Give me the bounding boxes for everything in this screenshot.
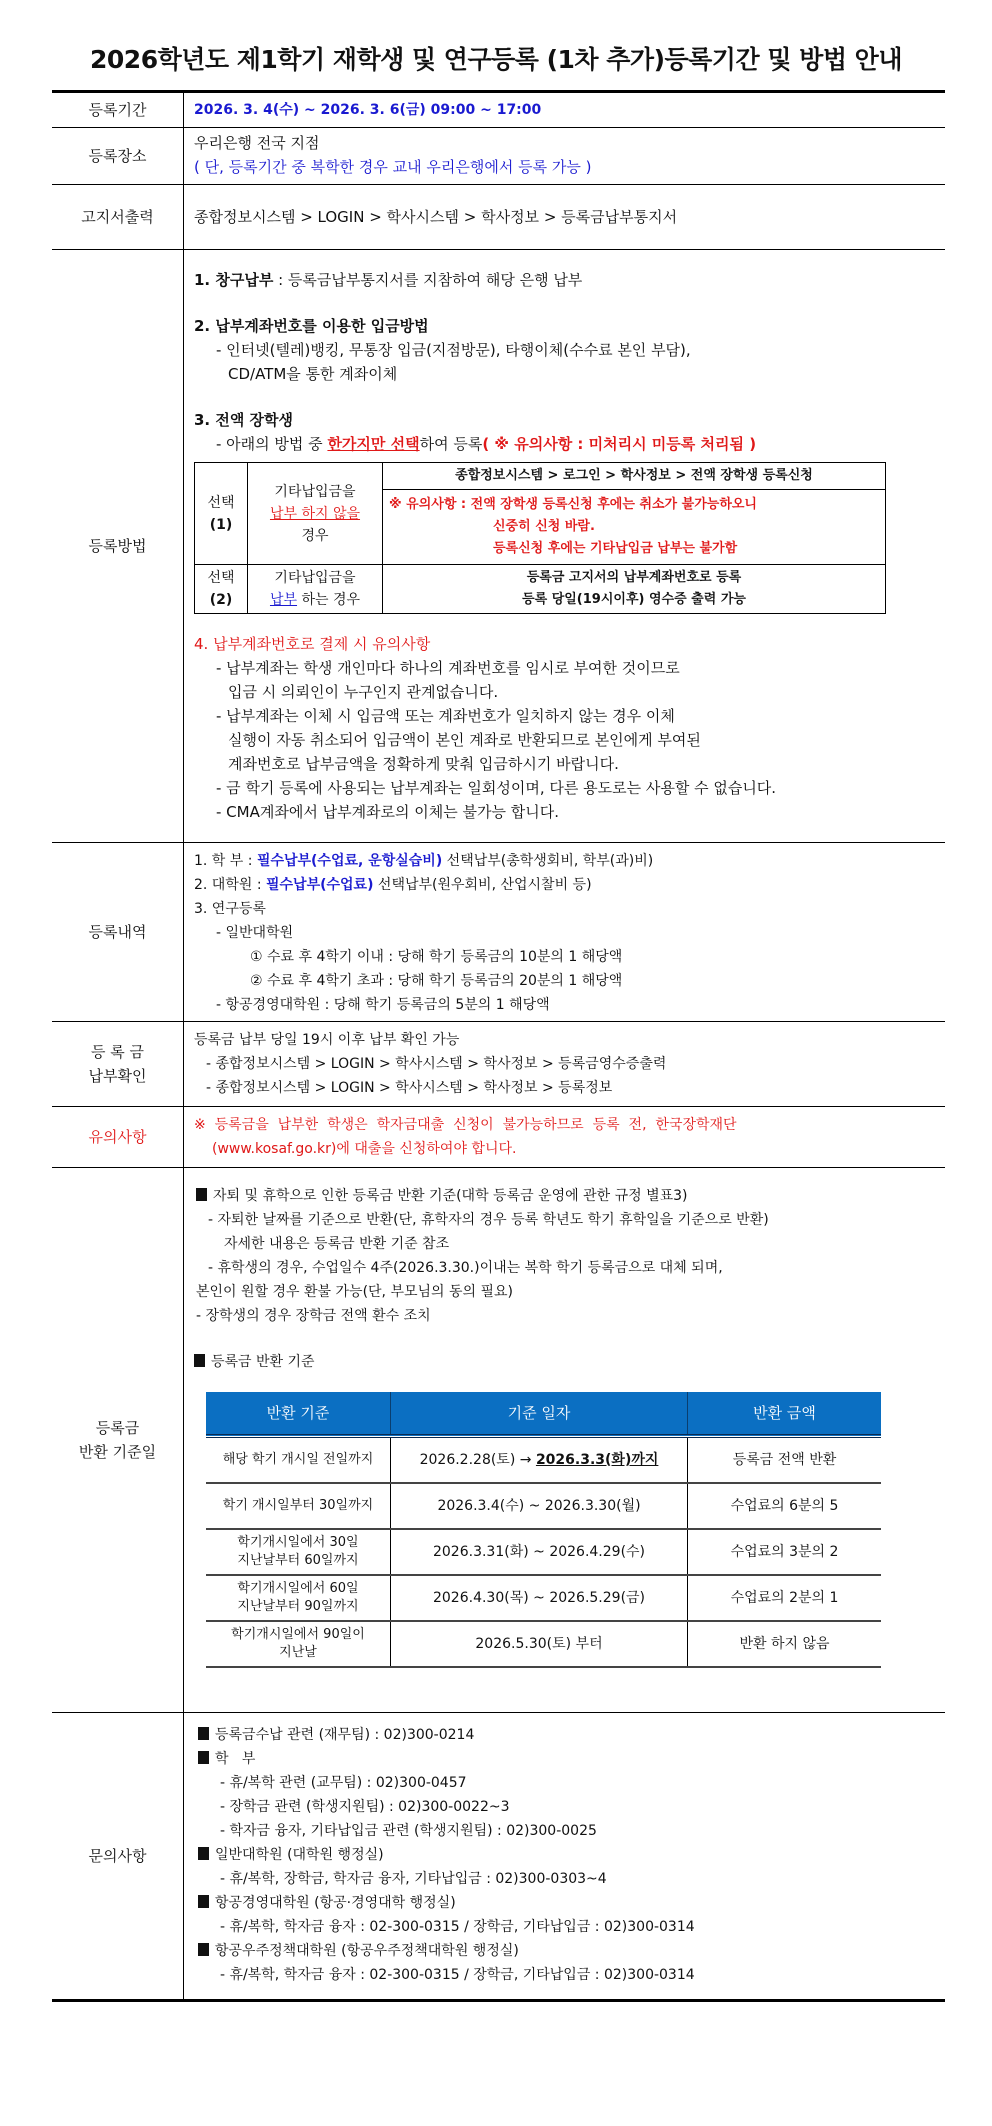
refund-table [206, 1392, 881, 1668]
choice1-label: 선택 (1) [195, 463, 248, 565]
method-item4-line: - CMA계좌에서 납부계좌로의 이체는 불가능 합니다. [216, 803, 560, 821]
square-bullet-icon [198, 1895, 209, 1908]
table-row: 학기개시일에서 30일 지난날부터 60일까지 2026.3.31(화) ~ 2026.4.29(수) 수업료의 3분의 2 [206, 1529, 881, 1575]
row-caution [52, 1107, 945, 1168]
square-bullet-icon [198, 1727, 209, 1740]
place-line1: 우리은행 전국 지점 [194, 134, 320, 152]
refund-heading: 자퇴 및 휴학으로 인한 등록금 반환 기준(대학 등록금 운영에 관한 규정 별표3) [213, 1188, 688, 1204]
square-bullet-icon [198, 1943, 209, 1956]
caution-line1: ※ 등록금을 납부한 학생은 학자금대출 신청이 불가능하므로 등록 전, 한국장학재단 [194, 1117, 737, 1133]
place-label: 등록장소 [52, 128, 184, 184]
details-over-4: ② 수료 후 4학기 초과 : 당해 학기 등록금의 20분의 1 해당액 [250, 973, 623, 989]
refund-line: - 자퇴한 날짜를 기준으로 반환(단, 휴학자의 경우 등록 학년도 학기 휴학일을 기준으로 반환) [208, 1212, 769, 1228]
table-row: 학기개시일에서 60일 지난날부터 90일까지 2026.4.30(목) ~ 2026.5.29(금) 수업료의 2분의 1 [206, 1575, 881, 1621]
contact-list: 등록금수납 관련 (재무팀) : 02)300-0214 학 부 - 휴/복학 관련 (교무팀) : 02)300-0457 - 장학금 관련 (학생지원팀) : 02)300-0022~3 - 학자금 융자, 기타납입금 관련 (학생지원팀) : 02)300-0025 일반대학원 (대학원 행정실) - 휴/복학, 장학금, 학자금 융자, 기타납입금 : 02)300-0303~4 항공경영대학원 (항공·경영대학 행정실) - 휴/복학, 학자금 융자 : 02-300-0315 / 장학금, 기타납입금 : 02)300-0314 항공우주정책대학원 (항공우주정책대학원 행정실) - 휴/복학, 학자금 융자 : 02-300-0315 / 장학금, 기타납입금 : 02)300-0314 [184, 1713, 945, 1999]
notice-print-path: 종합정보시스템 > LOGIN > 학사시스템 > 학사정보 > 등록금납부통지서 [194, 208, 678, 226]
row-place [52, 128, 945, 185]
method-label: 등록방법 [52, 250, 184, 842]
method-item1-text: : 등록금납부통지서를 지참하여 해당 은행 납부 [273, 271, 583, 289]
row-period [52, 93, 945, 128]
method-item3-pre: - 아래의 방법 중 [216, 435, 328, 453]
scholarship-choice-table [194, 462, 886, 614]
registration-info-table [52, 90, 945, 2002]
details-general-grad: - 일반대학원 [216, 925, 294, 941]
square-bullet-icon [198, 1751, 209, 1764]
confirm-path-receipt: - 종합정보시스템 > LOGIN > 학사시스템 > 학사정보 > 등록금영수증출력 [206, 1056, 667, 1072]
refund-line: - 휴학생의 경우, 수업일수 4주(2026.3.30.)이내는 복학 학기 등록금으로 대체 되며, [208, 1260, 723, 1276]
page-title: 2026학년도 제1학기 재학생 및 연구등록 (1차 추가)등록기간 및 방법 안내 [90, 45, 902, 74]
grad-required: 필수납부(수업료) [266, 877, 374, 893]
caution-line2: (www.kosaf.go.kr)에 대출을 신청하여야 합니다. [212, 1141, 517, 1157]
confirm-label: 등 록 금 납부확인 [52, 1022, 184, 1106]
details-aviation-mgmt: - 항공경영대학원 : 당해 학기 등록금의 5분의 1 해당액 [216, 997, 550, 1013]
method-item1-head: 1. 창구납부 [194, 271, 274, 289]
choice2-condition: 기타납입금을 납부 하는 경우 [248, 565, 383, 614]
refund-col-date: 기준 일자 [391, 1392, 688, 1436]
row-refund [52, 1168, 945, 1713]
method-item4-head: 4. 납부계좌번호로 결제 시 유의사항 [194, 635, 431, 653]
notice-print-label: 고지서출력 [52, 185, 184, 249]
confirm-line: 등록금 납부 당일 19시 이후 납부 확인 가능 [194, 1032, 460, 1048]
square-bullet-icon [196, 1188, 207, 1201]
method-item4-line: 계좌번호로 납부금액을 정확하게 맞춰 입금하시기 바랍니다. [228, 755, 619, 773]
table-row: 학기개시일에서 90일이 지난날 2026.5.30(토) 부터 반환 하지 않음 [206, 1621, 881, 1667]
details-within-4: ① 수료 후 4학기 이내 : 당해 학기 등록금의 10분의 1 해당액 [250, 949, 623, 965]
refund-line: 자세한 내용은 등록금 반환 기준 참조 [224, 1236, 450, 1252]
place-note: ( 단, 등록기간 중 복학한 경우 교내 우리은행에서 등록 가능 ) [194, 158, 592, 176]
table-row: 해당 학기 개시일 전일까지 2026.2.28(토) → 2026.3.3(화)까지 등록금 전액 반환 [206, 1436, 881, 1483]
table-row: 학기 개시일부터 30일까지 2026.3.4(수) ~ 2026.3.30(월) 수업료의 6분의 5 [206, 1483, 881, 1529]
refund-line: 본인이 원할 경우 환불 가능(단, 부모님의 동의 필요) [196, 1284, 514, 1300]
method-item4-line: - 납부계좌는 학생 개인마다 하나의 계좌번호를 임시로 부여한 것이므로 [216, 659, 680, 677]
method-item4-line: - 금 학기 등록에 사용되는 납부계좌는 일회성이며, 다른 용도로는 사용할 수 없습니다. [216, 779, 777, 797]
method-item4-line: 실행이 자동 취소되어 입금액이 본인 계좌로 반환되므로 본인에게 부여된 [228, 731, 701, 749]
undergrad-required: 필수납부(수업료, 운항실습비) [256, 853, 443, 869]
contact-label: 문의사항 [52, 1713, 184, 1999]
method-item3-emphasis: 한가지만 선택 [327, 435, 420, 453]
square-bullet-icon [194, 1354, 205, 1367]
method-item4-line: - 납부계좌는 이체 시 입금액 또는 계좌번호가 일치하지 않는 경우 이체 [216, 707, 675, 725]
refund-table-heading: 등록금 반환 기준 [211, 1354, 315, 1370]
row-contact [52, 1713, 945, 1999]
details-label: 등록내역 [52, 843, 184, 1021]
row-details: 등록내역 1. 학 부 : 필수납부(수업료, 운항실습비) 선택납부(총학생회비, 학부(과)비) 2. 대학원 : 필수납부(수업료) 선택납부(원우회비, 산업시찰비 등) 3. 연구등록 - 일반대학원 ① 수료 후 4학기 이내 : 당해 학기 등록금의 10분의 1 해당액 ② 수료 후 4학기 초과 : 당해 학기 등록금의 20분의 1 해당액 - 항공경영대학원 : 당해 학기 등록금의 5분의 1 해당액 [52, 843, 945, 1022]
method-item3-head: 3. 전액 장학생 [194, 411, 294, 429]
caution-label: 유의사항 [52, 1107, 184, 1167]
refund-label: 등록금 반환 기준일 [52, 1168, 184, 1712]
choice1-path: 종합정보시스템 > 로그인 > 학사정보 > 전액 장학생 등록신청 [383, 463, 886, 490]
period-value: 2026. 3. 4(수) ~ 2026. 3. 6(금) 09:00 ~ 17:00 [194, 102, 542, 118]
method-item3-mid: 하여 등록 [419, 435, 483, 453]
period-label: 등록기간 [52, 93, 184, 127]
method-item2-line2: CD/ATM을 통한 계좌이체 [228, 365, 398, 383]
choice2-label: 선택 (2) [195, 565, 248, 614]
method-item2-line1: - 인터넷(텔레)뱅킹, 무통장 입금(지점방문), 타행이체(수수료 본인 부담), [216, 341, 691, 359]
row-method [52, 250, 945, 843]
choice1-condition: 기타납입금을 납부 하지 않을 경우 [248, 463, 383, 565]
square-bullet-icon [198, 1847, 209, 1860]
row-notice-print [52, 185, 945, 250]
row-payment-confirm [52, 1022, 945, 1107]
method-item4-line: 입금 시 의뢰인이 누구인지 관계없습니다. [228, 683, 499, 701]
method-item2-head: 2. 납부계좌번호를 이용한 입금방법 [194, 317, 429, 335]
confirm-path-info: - 종합정보시스템 > LOGIN > 학사시스템 > 학사정보 > 등록정보 [206, 1080, 613, 1096]
refund-col-amount: 반환 금액 [688, 1392, 882, 1436]
refund-col-basis: 반환 기준 [206, 1392, 391, 1436]
method-item3-warning: ( ※ 유의사항 : 미처리시 미등록 처리됨 ) [482, 435, 757, 453]
details-research: 3. 연구등록 [194, 901, 266, 917]
refund-line: - 장학생의 경우 장학금 전액 환수 조치 [196, 1308, 431, 1324]
choice1-warning: ※ 유의사항 : 전액 장학생 등록신청 후에는 취소가 불가능하오니 신중히 신청 바람. 등록신청 후에는 기타납입금 납부는 불가함 [383, 490, 886, 565]
choice2-desc: 등록금 고지서의 납부계좌번호로 등록 등록 당일(19시이후) 영수증 출력 가능 [383, 565, 886, 614]
